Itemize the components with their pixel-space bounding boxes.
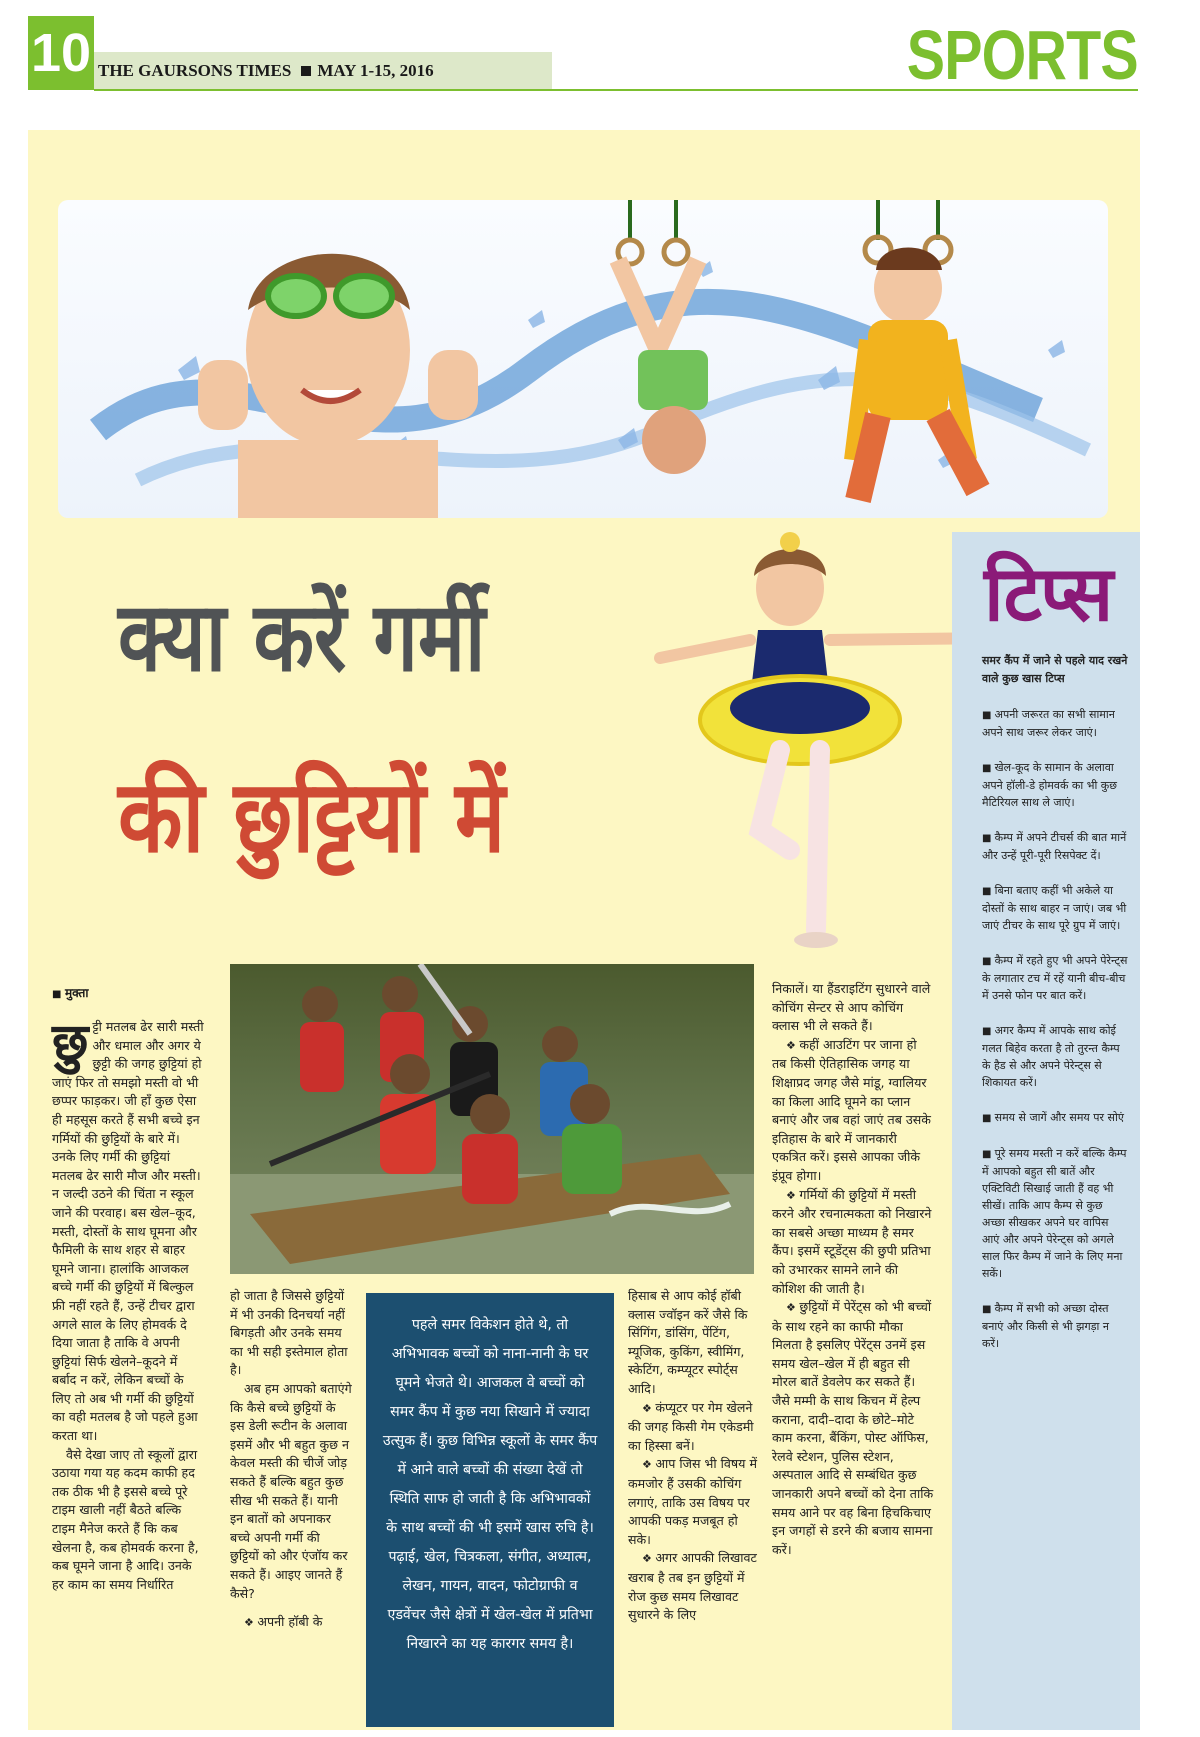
article-paragraph: हो जाता है जिससे छुट्टियों में भी उनकी दिनचर्या नहीं बिगड़ती और उनके समय का भी सही इस्तेमाल होता है। — [230, 1288, 348, 1378]
page-number: 10 — [28, 16, 94, 90]
article-paragraph: ❖ गर्मियों की छुट्टियों में मस्ती करने और रचनात्मकता को निखारने का सबसे अच्छा माध्यम है समर कैंप। इसमें स्टूडेंट्स की छुपी प्रतिभा को उभारकर सामने लाने की कोशिश की जाती है। — [772, 1186, 934, 1299]
separator-square-icon — [301, 66, 311, 76]
section-title: SPORTS — [906, 16, 1138, 94]
article-paragraph: वैसे देखा जाए तो स्कूलों द्वारा उठाया गया यह कदम काफी हद तक ठीक भी है इससे बच्चे पूरे टाइम खाली नहीं बैठते बल्कि टाइम मैनेज करते हैं कि कब खेलना है, कब होमवर्क करना है, कब घूमने जाना है आदि। उनके हर काम का समय निर्धारित — [52, 1446, 199, 1592]
article-paragraph: ❖ कहीं आउटिंग पर जाना हो तब किसी ऐतिहासिक जगह या शिक्षाप्रद जगह जैसे मांडू, ग्वालियर का किला आदि घूमने का प्लान बनाएं और जब वहां जाएं तब उसके इतिहास के बारे में जानकारी एकत्रित करें। इससे आपका जीके इंप्रूव होगा। — [772, 1036, 934, 1186]
tips-sidebar — [952, 532, 1140, 1730]
issue-date: MAY 1-15, 2016 — [317, 61, 434, 80]
tip-item: ■ खेल-कूद के सामान के अलावा अपने हॉली-डे होमवर्क का भी कुछ मैटिरियल साथ ले जाएं। — [982, 759, 1128, 811]
article-paragraph: ❖ छुट्टियों में पेरेंट्स को भी बच्चों के साथ रहने का काफी मौका मिलता है इसलिए पेरेंट्स उनमें इस समय खेल–खेल में ही बहुत सी मोरल बातें डेवलेप कर सकते हैं। जैसे मम्मी के साथ किचन में हेल्प कराना, दादी–दादा के छोटे–मोटे काम करना, बैंकिंग, पोस्ट ऑफिस, रेलवे स्टेशन, पुलिस स्टेशन, अस्पताल आदि से सम्बंधित कुछ जानकारी अपने बच्चों को देना ताकि समय आने पर वह बिना हिचकिचाए इन जगहों से डरने की बजाय सामना करें। — [772, 1298, 934, 1559]
article-column-1 — [52, 1013, 204, 1594]
rafting-illustration — [230, 964, 754, 1274]
pull-quote-box: पहले समर विकेशन होते थे, तो अभिभावक बच्चों को नाना-नानी के घर घूमने भेजते थे। आजकल वे बच्चों को समर कैंप में कुछ नया सिखाने में ज्यादा उत्सुक हैं। कुछ विभिन्न स्कूलों के समर कैंप में आने वाले बच्चों की संख्या देखें तो स्थिति साफ हो जाती है कि अभिभावकों के साथ बच्चों की भी इसमें खास रुचि है। पढ़ाई, खेल, चित्रकला, संगीत, अध्यात्म, लेखन, गायन, वादन, फोटोग्राफी व एडवेंचर जैसे क्षेत्रों में खेल-खेल में प्रतिभा निखारने का यह कारगर समय है। — [366, 1293, 614, 1727]
publication-name: THE GAURSONS TIMES — [98, 61, 292, 80]
byline: ■ मुक्ता — [52, 984, 89, 1001]
article-column-4 — [628, 1287, 758, 1625]
tip-item: ■ पूरे समय मस्ती न करें बल्कि कैम्प में आपको बहुत सी बातें और एक्टिविटी सिखाई जाती हैं वह भी सीखें। ताकि आप कैम्प से कुछ अच्छा सीखकर अपने घर वापिस आएं और अपने पेरेन्ट्स को अगले साल फिर कैम्प में जाने के लिए मना सकें। — [982, 1145, 1128, 1282]
tip-item: ■ अपनी जरूरत का सभी सामान अपने साथ जरूर लेकर जाएं। — [982, 706, 1128, 741]
tips-title: टिप्स — [984, 549, 1112, 638]
headline-line-2: की छुट्टियों में — [118, 758, 506, 875]
tip-item: ■ कैम्प में सभी को अच्छा दोस्त बनाएं और किसी से भी झगड़ा न करें। — [982, 1300, 1128, 1352]
article-paragraph: ❖ अगर आपकी लिखावट खराब है तब इन छुट्टियों में रोज कुछ समय लिखावट सुधारने के लिए — [628, 1549, 758, 1624]
article-paragraph: ❖ आप जिस भी विषय में कमजोर हैं उसकी कोचिंग लगाएं, ताकि उस विषय पर आपकी पकड़ मजबूत हो सके। — [628, 1455, 758, 1549]
tip-item: ■ बिना बताए कहीं भी अकेले या दोस्तों के साथ बाहर न जाएं। जब भी जाएं टीचर के साथ पूरे ग्रुप में जाएं। — [982, 882, 1128, 934]
article-column-2 — [230, 1287, 352, 1633]
article-paragraph: ट्टी मतलब ढेर सारी मस्ती और धमाल और अगर ये छुट्टी की जगह छुट्टियां हो जाएं फिर तो समझो मस्ती वो भी छप्पर फाड़कर। जी हाँ कुछ ऐसा ही महसूस करते हैं सभी बच्चे इन गर्मियों की छुट्टियों के बारे में। उनके लिए गर्मी की छुट्टियां मतलब ढेर सारी मौज और मस्ती। न जल्दी उठने की चिंता न स्कूल जाने की परवाह। बस खेल–कूद, मस्ती, दोस्तों के साथ घूमना और फैमिली के साथ शहर से बाहर घूमने जाना। हालांकि आजकल बच्चे गर्मी की छुट्टियों में बिल्कुल फ्री नहीं रहते हैं, उन्हें टीचर द्वारा अगले साल के लिए होमवर्क दे दिया जाता है ताकि वे अपनी छुट्टियां सिर्फ खेलने–कूदने में बर्बाद न करें, लेकिन बच्चों के लिए तो अब भी गर्मी की छुट्टियों का वही मतलब है जो पहले हुआ करता था। — [52, 1019, 204, 1444]
article-paragraph: ❖ अपनी हॉबी के — [230, 1613, 352, 1633]
article-paragraph: निकालें। या हैंडराइटिंग सुधारने वाले कोचिंग सेन्टर से आप कोचिंग क्लास भी ले सकते हैं। — [772, 981, 931, 1034]
tips-intro: समर कैंप में जाने से पहले याद रखने वाले कुछ खास टिप्स — [982, 654, 1128, 685]
kids-rafting-photo — [230, 964, 754, 1274]
headline-line-1: क्या करें गर्मी — [118, 581, 486, 693]
tip-item: ■ कैम्प में अपने टीचर्स की बात मानें और उन्हें पूरी-पूरी रिसपेक्ट दें। — [982, 829, 1128, 864]
tip-item: ■ कैम्प में रहते हुए भी अपने पेरेन्ट्स के लगातार टच में रहें यानी बीच-बीच में उनसे फोन पर बात करें। — [982, 952, 1128, 1004]
masthead — [94, 52, 552, 90]
article-column-5 — [772, 980, 934, 1559]
article-paragraph: ❖ कंप्यूटर पर गेम खेलने की जगह किसी गेम एकेडमी का हिस्सा बनें। — [628, 1399, 758, 1456]
tip-item: ■ समय से जागें और समय पर सोएं — [982, 1109, 1128, 1127]
article-paragraph: हिसाब से आप कोई हॉबी क्लास ज्वॉइन करें जैसे कि सिंगिंग, डांसिंग, पेंटिंग, म्यूजिक, कुकिंग, स्वीमिंग, स्केटिंग, कम्प्यूटर स्पोर्ट्स आदि। — [628, 1288, 748, 1396]
hero-banner-image — [58, 200, 1108, 518]
kids-illustration — [58, 200, 1108, 518]
tip-item: ■ अगर कैम्प में आपके साथ कोई गलत बिहेव करता है तो तुरन्त कैम्प के हैड से और अपने पेरेन्ट्स से शिकायत करें। — [982, 1022, 1128, 1091]
article-paragraph: अब हम आपको बताएंगे कि कैसे बच्चे छुट्टियों के इस डेली रूटीन के अलावा इसमें और भी बहुत कुछ न केवल मस्ती की चीजें जोड़ सकते हैं बल्कि बहुत कुछ सीख भी सकते हैं। यानी इन बातों को अपनाकर बच्चे अपनी गर्मी की छुट्टियों को और एंजॉय कर सकते हैं। आइए जानते हैं कैसे? — [230, 1380, 352, 1601]
drop-cap: छु — [52, 1013, 89, 1073]
